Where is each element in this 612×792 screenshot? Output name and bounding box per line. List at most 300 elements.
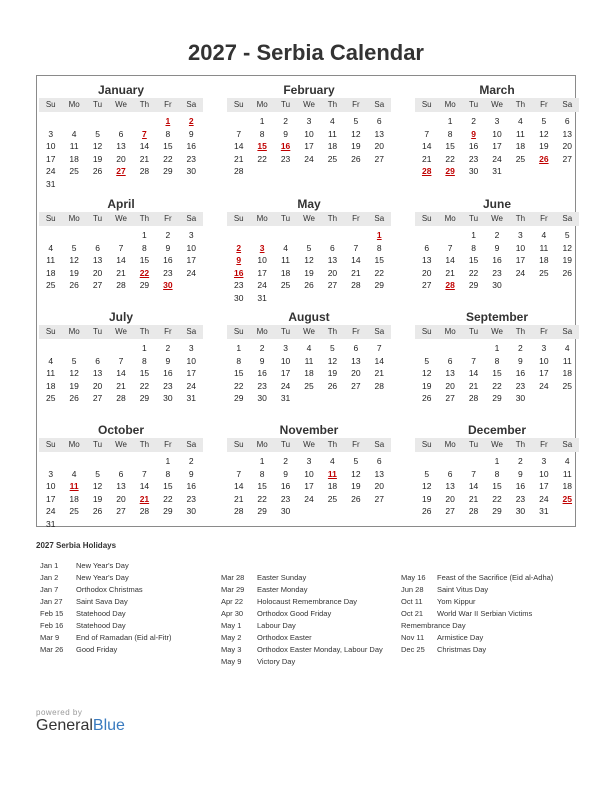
day-cell: 30 (468, 166, 479, 176)
month-july (39, 309, 203, 422)
day-cell: 7 (236, 128, 242, 139)
day-cell: 30 (163, 393, 173, 403)
day-cell: 11 (562, 468, 572, 479)
empty-cell (109, 342, 132, 355)
day-cell: 22 (233, 380, 244, 391)
day-cell: 16 (492, 255, 502, 265)
weekday-header (39, 98, 203, 112)
day-cell: 7 (424, 128, 430, 139)
weekday-label: We (115, 440, 127, 449)
month-august (227, 309, 391, 422)
day-cell: 12 (92, 141, 103, 151)
day-cell: 8 (259, 128, 265, 139)
day-cell: 22 (492, 493, 502, 504)
day-cell: 3 (306, 456, 312, 466)
empty-cell (462, 342, 485, 355)
holiday-name: Saint Sava Day (76, 597, 128, 606)
day-cell: 30 (186, 506, 197, 516)
day-cell: 4 (330, 456, 335, 466)
holiday-row (401, 608, 553, 620)
day-cell: 8 (165, 468, 171, 479)
day-cell: 1 (259, 116, 265, 126)
day-cell: 19 (69, 380, 79, 391)
holiday-date: May 2 (221, 633, 242, 642)
holiday-row (401, 644, 553, 656)
weekday-label: Th (139, 100, 150, 109)
weekday-label: Su (45, 327, 56, 336)
day-cell: 2 (188, 456, 194, 466)
empty-cell (86, 342, 109, 355)
day-cell: 22 (492, 380, 502, 391)
day-cell: 1 (259, 456, 265, 466)
day-cell: 21 (374, 368, 385, 378)
day-cell: 19 (539, 141, 549, 151)
day-cell: 16 (163, 255, 173, 265)
weekday-label: Su (421, 440, 432, 449)
weekday-label: Th (139, 327, 150, 336)
day-cell: 13 (421, 255, 432, 265)
holiday-row (40, 596, 171, 608)
day-cell: 5 (564, 230, 570, 240)
day-cell: 7 (118, 355, 124, 366)
day-cell: 18 (69, 493, 79, 504)
day-cell: 4 (564, 343, 570, 353)
weekday-header (227, 438, 391, 452)
day-cell: 25 (539, 267, 549, 278)
day-cell: 19 (92, 493, 103, 504)
day-cell: 14 (351, 255, 361, 265)
day-cell: 15 (374, 255, 385, 265)
holiday-name: World War II Serbian Victims (437, 609, 533, 618)
day-cell: 23 (468, 153, 479, 164)
weekday-label: Sa (562, 214, 573, 223)
day-cell: 27 (92, 393, 103, 403)
brand-blue: Blue (92, 717, 125, 734)
weekday-label: Mo (256, 327, 268, 336)
day-cell: 22 (257, 153, 267, 164)
empty-cell (109, 229, 132, 242)
day-cell: 20 (116, 153, 126, 164)
weekday-label: Sa (186, 214, 197, 223)
day-cell: 30 (492, 280, 502, 290)
day-cell: 15 (468, 255, 479, 265)
empty-cell (133, 455, 156, 468)
day-cell: 23 (233, 280, 244, 290)
weekday-header (227, 212, 391, 226)
day-cell: 4 (283, 242, 288, 253)
day-cell: 15 (233, 368, 244, 378)
day-cell: 14 (468, 481, 479, 491)
day-cell: 14 (468, 368, 479, 378)
day-grid (415, 455, 579, 518)
day-cell: 28 (233, 506, 244, 516)
weekday-label: We (491, 214, 503, 223)
day-cell: 13 (374, 128, 385, 139)
day-cell: 17 (280, 368, 291, 378)
month-june (415, 196, 579, 309)
weekday-label: We (303, 214, 315, 223)
day-cell: 6 (447, 355, 453, 366)
day-cell: 3 (188, 230, 194, 240)
day-grid (39, 455, 203, 530)
holiday-date: Apr 30 (221, 609, 244, 618)
day-cell: 31 (45, 178, 56, 189)
day-cell: 30 (233, 292, 244, 303)
holiday-date: Oct 11 (401, 597, 423, 606)
day-cell: 24 (539, 493, 549, 504)
holiday-day: 2 (236, 242, 242, 253)
weekday-label: Fr (164, 100, 172, 109)
day-cell: 10 (45, 141, 56, 151)
holiday-column (221, 572, 383, 668)
empty-cell (86, 455, 109, 468)
empty-cell (62, 455, 85, 468)
empty-cell (62, 115, 85, 128)
day-cell: 27 (445, 393, 455, 403)
month-january (39, 82, 203, 195)
holiday-name: Labour Day (257, 621, 296, 630)
day-cell: 15 (163, 141, 173, 151)
weekday-label: Su (421, 100, 432, 109)
empty-cell (39, 342, 62, 355)
weekday-label: Th (327, 440, 338, 449)
day-cell: 24 (45, 166, 56, 176)
day-cell: 24 (304, 493, 314, 504)
holiday-date: May 9 (221, 657, 242, 666)
weekday-header (39, 325, 203, 339)
weekday-label: We (303, 440, 315, 449)
holiday-name: Good Friday (76, 645, 118, 654)
holiday-name: Holocaust Remembrance Day (257, 597, 358, 606)
day-cell: 29 (492, 393, 502, 403)
day-cell: 5 (306, 242, 312, 253)
day-cell: 12 (351, 468, 361, 479)
day-cell: 8 (142, 355, 147, 366)
day-cell: 18 (562, 481, 573, 491)
day-cell: 12 (69, 255, 79, 265)
day-cell: 21 (233, 493, 244, 504)
day-cell: 12 (304, 255, 314, 265)
day-cell: 7 (236, 468, 242, 479)
weekday-label: Fr (164, 214, 172, 223)
day-cell: 8 (165, 128, 171, 139)
empty-cell (415, 229, 438, 242)
month-name: May (297, 197, 321, 211)
day-cell: 18 (562, 368, 573, 378)
weekday-header (415, 438, 579, 452)
weekday-label: Fr (352, 440, 360, 449)
day-cell: 4 (48, 355, 54, 366)
day-grid (415, 342, 579, 405)
day-cell: 1 (494, 343, 500, 353)
empty-cell (39, 229, 62, 242)
weekday-label: Mo (68, 327, 80, 336)
empty-cell (109, 455, 132, 468)
day-cell: 4 (71, 128, 77, 139)
weekday-label: Fr (540, 214, 548, 223)
day-cell: 3 (48, 128, 54, 139)
holiday-day: 15 (257, 141, 267, 151)
empty-cell (321, 229, 344, 242)
day-cell: 31 (539, 506, 549, 516)
weekday-label: We (115, 214, 127, 223)
day-cell: 4 (306, 343, 312, 353)
day-cell: 26 (92, 506, 103, 516)
day-cell: 10 (539, 468, 549, 479)
holiday-row (401, 572, 553, 584)
day-cell: 2 (518, 456, 523, 466)
day-cell: 14 (445, 255, 455, 265)
day-cell: 5 (424, 468, 430, 479)
day-cell: 19 (562, 255, 573, 265)
weekday-label: Th (139, 440, 150, 449)
day-cell: 6 (95, 242, 100, 253)
day-cell: 4 (518, 116, 523, 126)
day-cell: 14 (374, 355, 385, 366)
weekday-label: Mo (256, 100, 268, 109)
day-cell: 5 (71, 242, 77, 253)
day-cell: 20 (351, 368, 361, 378)
day-cell: 9 (188, 468, 194, 479)
day-cell: 21 (233, 153, 244, 164)
day-cell: 12 (351, 128, 361, 139)
day-cell: 7 (142, 468, 147, 479)
day-cell: 26 (351, 493, 361, 504)
holiday-name: Statehood Day (76, 609, 126, 618)
weekday-label: We (303, 327, 315, 336)
day-cell: 20 (92, 380, 103, 391)
weekday-label: We (491, 327, 503, 336)
day-cell: 11 (304, 355, 314, 366)
day-cell: 2 (494, 230, 500, 240)
day-cell: 5 (541, 116, 547, 126)
month-april (39, 196, 203, 309)
weekday-label: Th (515, 440, 526, 449)
day-cell: 3 (188, 343, 194, 353)
day-cell: 8 (259, 468, 265, 479)
holiday-row (40, 620, 171, 632)
weekday-label: Mo (256, 214, 268, 223)
day-cell: 29 (233, 393, 244, 403)
day-cell: 2 (471, 116, 476, 126)
page-title: 2027 - Serbia Calendar (187, 40, 424, 65)
day-cell: 4 (541, 230, 547, 240)
holiday-row (40, 584, 171, 596)
holiday-day: 27 (116, 166, 126, 176)
weekday-label: Su (233, 100, 244, 109)
day-cell: 13 (374, 468, 385, 479)
weekday-label: Tu (281, 100, 291, 109)
day-cell: 9 (165, 355, 171, 366)
day-cell: 12 (92, 481, 103, 491)
day-cell: 27 (445, 506, 455, 516)
holiday-row (221, 596, 383, 608)
holiday-row (221, 572, 383, 584)
day-cell: 22 (468, 267, 479, 278)
holidays-title: 2027 Serbia Holidays (36, 541, 117, 550)
month-name: June (482, 197, 511, 211)
holiday-name: Saint Vitus Day (437, 585, 489, 594)
weekday-label: Sa (186, 440, 197, 449)
day-cell: 23 (515, 493, 526, 504)
holiday-column (401, 572, 553, 656)
day-cell: 18 (45, 267, 56, 278)
day-cell: 5 (330, 343, 335, 353)
day-cell: 20 (562, 141, 573, 151)
day-cell: 2 (283, 456, 288, 466)
day-cell: 15 (257, 481, 267, 491)
holiday-day: 16 (233, 267, 244, 278)
day-cell: 20 (116, 493, 126, 504)
day-cell: 2 (165, 230, 171, 240)
day-cell: 26 (92, 166, 103, 176)
holiday-name: Orthodox Christmas (76, 585, 143, 594)
weekday-label: Tu (469, 327, 479, 336)
day-cell: 7 (376, 343, 382, 353)
holiday-day: 30 (163, 280, 173, 290)
day-cell: 16 (186, 481, 197, 491)
day-cell: 19 (351, 481, 361, 491)
day-cell: 13 (116, 481, 126, 491)
day-cell: 19 (327, 368, 338, 378)
day-cell: 26 (421, 506, 432, 516)
weekday-label: Tu (469, 100, 479, 109)
holiday-date: Mar 26 (40, 645, 64, 654)
day-cell: 31 (492, 166, 502, 176)
day-cell: 24 (539, 380, 549, 391)
day-cell: 24 (280, 380, 291, 391)
holiday-name: Easter Monday (257, 585, 308, 594)
day-cell: 30 (280, 506, 291, 516)
weekday-label: Sa (186, 100, 197, 109)
day-cell: 8 (236, 355, 242, 366)
weekday-label: We (303, 100, 315, 109)
day-grid (227, 455, 391, 518)
day-cell: 13 (562, 128, 573, 139)
day-cell: 21 (116, 267, 126, 278)
month-name: February (283, 83, 335, 97)
month-name: April (107, 197, 135, 211)
day-cell: 15 (492, 368, 502, 378)
holiday-date: Mar 29 (221, 585, 245, 594)
day-cell: 16 (280, 481, 291, 491)
holiday-name: Orthodox Easter (257, 633, 312, 642)
day-cell: 29 (468, 280, 479, 290)
day-cell: 18 (327, 141, 338, 151)
weekday-label: Tu (93, 327, 103, 336)
holiday-name: Victory Day (257, 657, 296, 666)
day-cell: 14 (116, 255, 126, 265)
day-cell: 2 (259, 343, 265, 353)
weekday-label: Fr (540, 327, 548, 336)
weekday-label: Sa (186, 327, 197, 336)
day-cell: 6 (376, 456, 382, 466)
weekday-label: Th (515, 100, 526, 109)
day-cell: 9 (283, 468, 288, 479)
day-cell: 17 (492, 141, 502, 151)
day-cell: 10 (280, 355, 291, 366)
day-cell: 22 (445, 153, 455, 164)
day-cell: 1 (447, 116, 453, 126)
weekday-label: Mo (444, 214, 456, 223)
day-cell: 21 (445, 267, 455, 278)
day-grid (227, 229, 391, 304)
day-cell: 12 (539, 128, 549, 139)
holiday-row (401, 632, 553, 644)
day-cell: 11 (516, 128, 525, 139)
weekday-label: Tu (93, 440, 103, 449)
empty-cell (438, 455, 461, 468)
day-cell: 25 (69, 506, 79, 516)
day-cell: 7 (118, 242, 124, 253)
empty-cell (109, 115, 132, 128)
day-cell: 9 (283, 128, 288, 139)
day-cell: 14 (139, 141, 150, 151)
holiday-name: Orthodox Good Friday (257, 609, 332, 618)
day-grid (415, 229, 579, 292)
day-cell: 5 (353, 456, 359, 466)
day-cell: 17 (539, 368, 549, 378)
day-cell: 28 (139, 506, 150, 516)
day-cell: 5 (95, 128, 100, 139)
day-cell: 16 (186, 141, 197, 151)
day-cell: 27 (327, 280, 338, 290)
day-cell: 5 (424, 355, 430, 366)
day-cell: 10 (186, 242, 197, 253)
holiday-date: Jan 2 (40, 573, 59, 582)
day-cell: 3 (283, 343, 288, 353)
day-cell: 1 (494, 456, 500, 466)
day-cell: 1 (142, 230, 147, 240)
day-cell: 17 (257, 267, 267, 278)
month-name: December (467, 423, 527, 437)
day-cell: 3 (541, 343, 547, 353)
weekday-label: We (491, 440, 503, 449)
weekday-label: Th (327, 327, 338, 336)
weekday-label: Sa (562, 440, 573, 449)
empty-cell (86, 115, 109, 128)
weekday-label: Mo (444, 327, 456, 336)
day-cell: 18 (280, 267, 291, 278)
day-cell: 8 (471, 242, 476, 253)
holiday-date: May 16 (401, 573, 426, 582)
day-cell: 25 (69, 166, 79, 176)
day-cell: 14 (233, 141, 244, 151)
day-cell: 19 (69, 267, 79, 278)
weekday-label: Su (233, 440, 244, 449)
day-cell: 20 (327, 267, 338, 278)
day-cell: 15 (492, 481, 502, 491)
day-cell: 12 (327, 355, 338, 366)
day-cell: 21 (139, 153, 150, 164)
holiday-row (221, 584, 383, 596)
day-cell: 7 (353, 242, 359, 253)
holiday-date: Jan 1 (40, 561, 59, 570)
holiday-row (40, 632, 171, 644)
day-cell: 11 (328, 128, 337, 139)
day-cell: 17 (304, 481, 314, 491)
day-cell: 23 (280, 153, 291, 164)
holiday-row (221, 656, 383, 668)
day-cell: 22 (163, 493, 173, 504)
weekday-label: Su (45, 440, 56, 449)
weekday-label: Sa (374, 100, 385, 109)
generalblue-logo[interactable] (36, 717, 125, 735)
holiday-row (221, 608, 383, 620)
weekday-label: Tu (281, 214, 291, 223)
holiday-day: 21 (139, 493, 150, 504)
day-cell: 19 (304, 267, 314, 278)
